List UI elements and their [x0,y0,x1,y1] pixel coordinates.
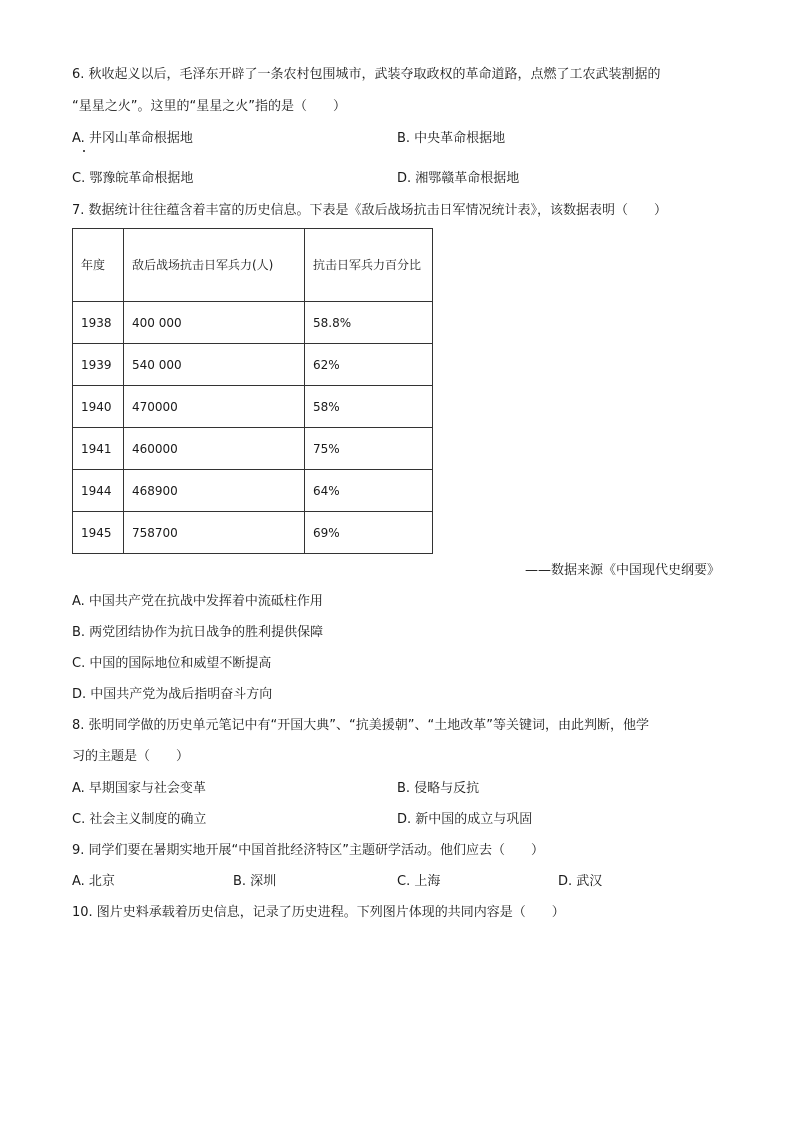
table-cell-year: 1938 [73,302,124,344]
table-cell-troops: 540 000 [124,344,305,386]
stray-mark [83,150,85,152]
table-row [73,302,433,344]
table-cell-percentage: 62% [305,344,433,386]
q7-stem: 7. 数据统计往往蕴含着丰富的历史信息。下表是《敌后战场抗击日军情况统计表》，该数据表明（ ） [72,203,668,218]
table-cell-percentage: 69% [305,512,433,554]
table-cell-year: 1945 [73,512,124,554]
q6-option-d: D. 湘鄂赣革命根据地 [397,171,520,186]
table-row [73,344,433,386]
q8-option-c: C. 社会主义制度的确立 [72,812,207,827]
q10-stem: 10. 图片史料承载着历史信息，记录了历史进程。下列图片体现的共同内容是（ ） [72,905,565,920]
q8-stem-line2: 习的主题是（ ） [72,749,190,764]
table-row [73,428,433,470]
table-cell-year: 1941 [73,428,124,470]
q6-option-b: B. 中央革命根据地 [397,131,506,146]
q6-stem-line2: “星星之火”。这里的“星星之火”指的是（ ） [72,99,346,114]
table-cell-troops: 470000 [124,386,305,428]
q7-option-c: C. 中国的国际地位和威望不断提高 [72,656,272,671]
table-cell-year: 1944 [73,470,124,512]
table-row [73,386,433,428]
table-cell-percentage: 64% [305,470,433,512]
table-row [73,470,433,512]
table-cell-troops: 460000 [124,428,305,470]
table-cell-year: 1940 [73,386,124,428]
q9-option-a: A. 北京 [72,874,115,889]
q7-option-b: B. 两党团结协作为抗日战争的胜利提供保障 [72,625,324,640]
q6-option-c: C. 鄂豫皖革命根据地 [72,171,194,186]
table-cell-percentage: 75% [305,428,433,470]
q8-option-b: B. 侵略与反抗 [397,781,480,796]
q7-statistics-table [72,228,433,554]
q7-option-a: A. 中国共产党在抗战中发挥着中流砥柱作用 [72,594,323,609]
q6-stem-line1: 6. 秋收起义以后，毛泽东开辟了一条农村包围城市，武装夺取政权的革命道路，点燃了工农武装割据的 [72,67,661,82]
q7-option-d: D. 中国共产党为战后指明奋斗方向 [72,687,273,702]
q9-option-d: D. 武汉 [558,874,603,889]
q8-option-d: D. 新中国的成立与巩固 [397,812,533,827]
table-header-row [73,229,433,302]
table-header-troops: 敌后战场抗击日军兵力(人) [124,229,305,302]
table-row [73,512,433,554]
table-cell-troops: 400 000 [124,302,305,344]
table-cell-percentage: 58% [305,386,433,428]
q6-option-a: A. 井冈山革命根据地 [72,131,193,146]
q9-option-b: B. 深圳 [233,874,277,889]
q8-stem-line1: 8. 张明同学做的历史单元笔记中有“开国大典”、“抗美援朝”、“土地改革”等关键词，由此判断，他学 [72,718,649,733]
q7-data-source: ——数据来源《中国现代史纲要》 [524,563,720,578]
table-header-percentage: 抗击日军兵力百分比 [305,229,433,302]
q8-option-a: A. 早期国家与社会变革 [72,781,206,796]
q9-option-c: C. 上海 [397,874,441,889]
table-cell-year: 1939 [73,344,124,386]
table-cell-troops: 758700 [124,512,305,554]
q9-stem: 9. 同学们要在暑期实地开展“中国首批经济特区”主题研学活动。他们应去（ ） [72,843,545,858]
table-cell-troops: 468900 [124,470,305,512]
table-cell-percentage: 58.8% [305,302,433,344]
table-header-year: 年度 [73,229,124,302]
